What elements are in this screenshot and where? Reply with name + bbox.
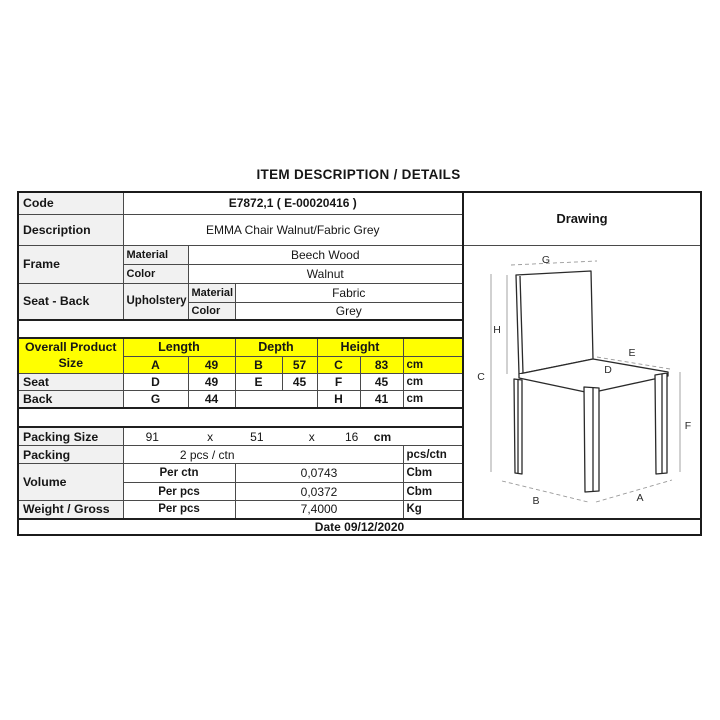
frame-label: Frame <box>18 245 123 283</box>
weight-unit: Kg <box>403 501 463 519</box>
packing-size-x2: x <box>308 429 315 444</box>
back-unit: cm <box>403 390 463 408</box>
volume-per-ctn-value: 0,0743 <box>235 464 403 483</box>
code-label: Code <box>18 192 123 214</box>
seat-length-value: 49 <box>188 373 235 390</box>
dim-label-a: A <box>636 491 644 504</box>
back-height-letter: H <box>317 390 360 408</box>
description-value: EMMA Chair Walnut/Fabric Grey <box>123 214 463 245</box>
packing-size-unit: cm <box>373 429 392 444</box>
packing-size-h: 16 <box>344 429 359 444</box>
overall-depth-value: 57 <box>282 356 317 373</box>
packing-unit: pcs/ctn <box>403 446 463 464</box>
page-title: ITEM DESCRIPTION / DETAILS <box>256 167 461 182</box>
dim-label-h: H <box>493 323 501 336</box>
overall-height-letter: C <box>317 356 360 373</box>
description-label: Description <box>18 214 123 245</box>
frame-color-value: Walnut <box>188 264 463 283</box>
volume-per-ctn-unit: Cbm <box>403 464 463 483</box>
overall-unit: cm <box>403 356 463 373</box>
dim-label-g: G <box>541 253 551 266</box>
back-length-letter: G <box>123 390 188 408</box>
chair-front-leg <box>584 387 599 492</box>
drawing-area <box>463 245 701 519</box>
packing-size-d: 51 <box>250 429 264 444</box>
volume-per-ctn-label: Per ctn <box>123 464 235 483</box>
spacer-row <box>18 320 463 338</box>
packing-size-label: Packing Size <box>18 427 123 446</box>
volume-per-pcs-unit: Cbm <box>403 483 463 501</box>
overall-length-value: 49 <box>188 356 235 373</box>
overall-height-value: 83 <box>360 356 403 373</box>
seat-height-letter: F <box>317 373 360 390</box>
overall-depth-letter: B <box>235 356 282 373</box>
dim-line-a <box>596 480 672 502</box>
upholstery-label: Upholstery <box>123 283 188 320</box>
packing-size-w: 91 <box>145 429 159 444</box>
packing-value-cell <box>123 446 403 464</box>
weight-per-pcs-label: Per pcs <box>123 501 235 519</box>
seat-back-label: Seat - Back <box>18 283 123 320</box>
dim-label-b: B <box>532 494 540 507</box>
spacer-row <box>18 408 463 427</box>
volume-per-pcs-label: Per pcs <box>123 483 235 501</box>
overall-size-label: Overall Product Size <box>18 338 123 374</box>
volume-label: Volume <box>18 464 123 501</box>
packing-label: Packing <box>18 446 123 464</box>
dim-label-f: F <box>684 419 692 432</box>
back-length-value: 44 <box>188 390 235 408</box>
back-depth-empty-cell <box>235 390 317 408</box>
seat-row-label: Seat <box>18 373 123 390</box>
frame-color-label: Color <box>123 264 188 283</box>
frame-material-label: Material <box>123 245 188 264</box>
dim-label-d: D <box>604 363 612 376</box>
spec-table <box>17 191 702 536</box>
upholstery-material-label: Material <box>188 283 235 303</box>
dim-label-c: C <box>477 370 485 383</box>
dim-line-g <box>511 261 597 265</box>
chair-drawing <box>464 246 698 515</box>
dim-line-b <box>502 481 588 502</box>
weight-label: Weight / Gross <box>18 501 123 519</box>
depth-header: Depth <box>235 338 317 357</box>
chair-backrest <box>516 271 593 374</box>
date-row: Date 09/12/2020 <box>18 519 701 535</box>
packing-value: 2 pcs / ctn <box>179 447 235 462</box>
seat-depth-value: 45 <box>282 373 317 390</box>
weight-value: 7,4000 <box>235 501 403 519</box>
seat-depth-letter: E <box>235 373 282 390</box>
volume-per-pcs-value: 0,0372 <box>235 483 403 501</box>
code-value: E7872,1 ( E-00020416 ) <box>123 192 463 214</box>
packing-size-x1: x <box>207 429 214 444</box>
length-header: Length <box>123 338 235 357</box>
unit-header-cell <box>403 338 463 357</box>
dim-label-e: E <box>628 346 636 359</box>
back-row-label: Back <box>18 390 123 408</box>
upholstery-material-value: Fabric <box>235 283 463 303</box>
upholstery-color-value: Grey <box>235 303 463 320</box>
overall-length-letter: A <box>123 356 188 373</box>
height-header: Height <box>317 338 403 357</box>
frame-material-value: Beech Wood <box>188 245 463 264</box>
seat-height-value: 45 <box>360 373 403 390</box>
seat-length-letter: D <box>123 373 188 390</box>
chair-right-leg <box>655 373 667 474</box>
seat-unit: cm <box>403 373 463 390</box>
back-height-value: 41 <box>360 390 403 408</box>
packing-size-value <box>123 427 463 446</box>
upholstery-color-label: Color <box>188 303 235 320</box>
drawing-header: Drawing <box>463 192 701 245</box>
